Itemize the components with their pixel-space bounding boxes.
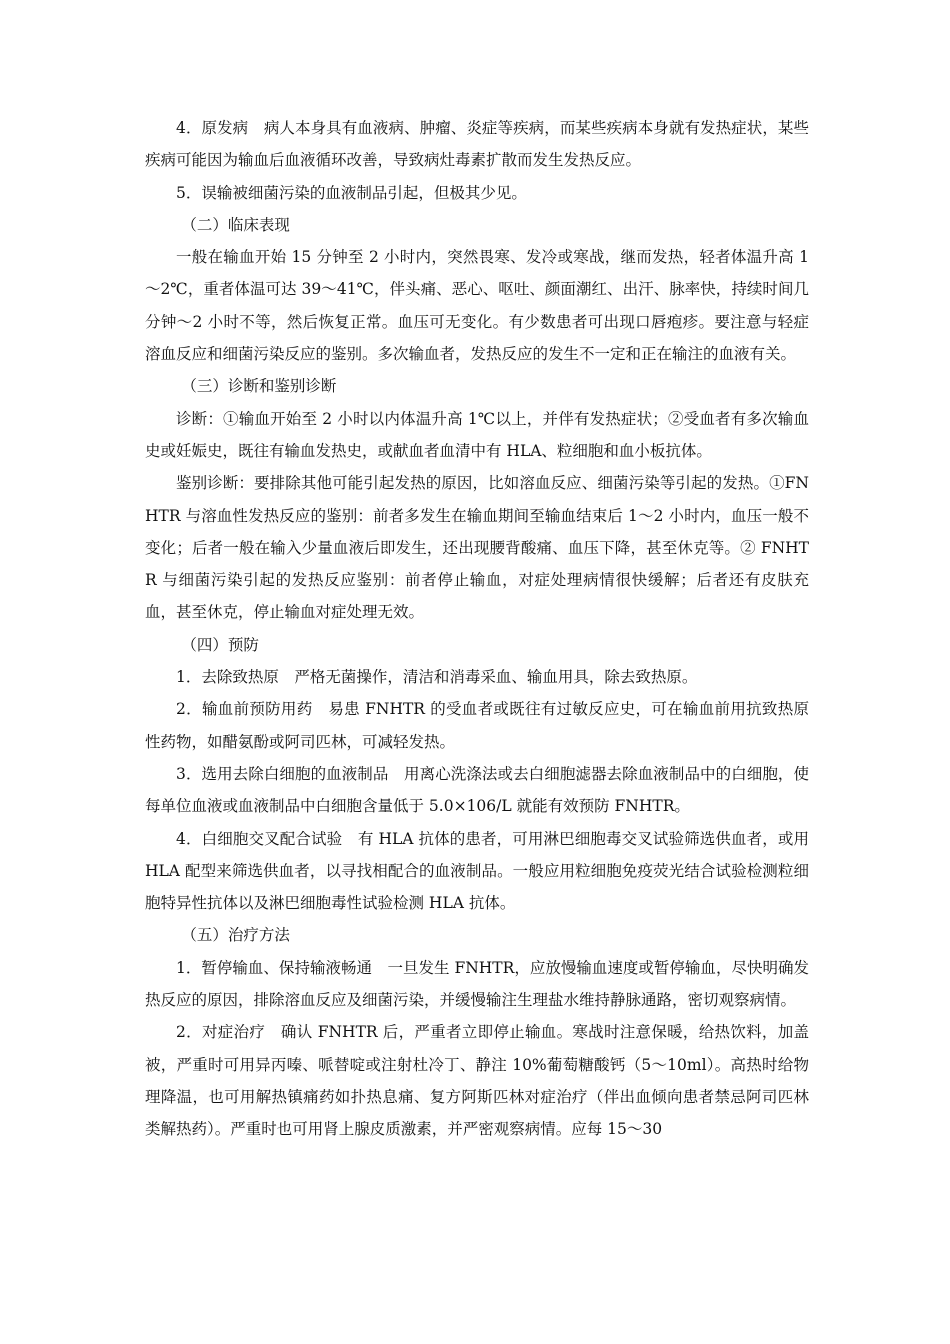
paragraph-treatment-1: 1．暂停输血、保持输液畅通 一旦发生 FNHTR，应放慢输血速度或暂停输血，尽快明确发热反应的原因，排除溶血反应及细菌污染，并缓慢输注生理盐水维持静脉通路，密切观察病情。: [145, 958, 809, 1010]
section-heading-diagnosis: （三）诊断和鉴别诊断: [181, 377, 337, 396]
paragraph-prevention-4: 4．白细胞交叉配合试验 有 HLA 抗体的患者，可用淋巴细胞毒交叉试验筛选供血者，或用 HLA 配型来筛选供血者，以寻找相配合的血液制品。一般应用粒细胞免疫荧光结合试验检测粒细胞特异性抗体以及淋巴细胞毒性试验检测 HLA 抗体。: [145, 829, 809, 913]
paragraph-treatment-2: 2．对症治疗 确认 FNHTR 后，严重者立即停止输血。寒战时注意保暖，给热饮料，加盖被，严重时可用异丙嗪、哌替啶或注射杜冷丁、静注 10%葡萄糖酸钙（5～10ml）。高热时给物理降温，也可用解热镇痛药如扑热息痛、复方阿斯匹林对症治疗（伴出血倾向患者禁忌阿司匹林类解热药）。严重时也可用肾上腺皮质激素，并严密观察病情。应每 15～30: [145, 1023, 809, 1139]
section-heading-treatment: （五）治疗方法: [181, 926, 290, 945]
paragraph-differential-diagnosis: 鉴别诊断：要排除其他可能引起发热的原因，比如溶血反应、细菌污染等引起的发热。①FNHTR 与溶血性发热反应的鉴别：前者多发生在输血期间至输血结束后 1～2 小时内，血压一般不变化；后者一般在输入少量血液后即发生，还出现腰背酸痛、血压下降，甚至休克等。② FNHTR 与细菌污染引起的发热反应鉴别：前者停止输血，对症处理病情很快缓解；后者还有皮肤充血，甚至休克，停止输血对症处理无效。: [145, 474, 809, 622]
paragraph-prevention-2: 2．输血前预防用药 易患 FNHTR 的受血者或既往有过敏反应史，可在输血前用抗致热原性药物，如醋氨酚或阿司匹林，可减轻发热。: [145, 700, 809, 751]
section-heading-prevention: （四）预防: [181, 635, 259, 654]
paragraph-bacterial-contamination: 5．误输被细菌污染的血液制品引起，但极其少见。: [176, 183, 527, 202]
paragraph-prevention-3: 3．选用去除白细胞的血液制品 用离心洗涤法或去白细胞滤器去除血液制品中的白细胞，使每单位血液或血液制品中白细胞含量低于 5.0×106/L 就能有效预防 FNHTR。: [145, 764, 809, 816]
paragraph-primary-disease: 4．原发病 病人本身具有血液病、肿瘤、炎症等疾病，而某些疾病本身就有发热症状，某些疾病可能因为输血后血液循环改善，导致病灶毒素扩散而发生发热反应。: [145, 119, 809, 170]
paragraph-clinical-manifestation: 一般在输血开始 15 分钟至 2 小时内，突然畏寒、发冷或寒战，继而发热，轻者体温升高 1～2℃，重者体温可达 39～41℃，伴头痛、恶心、呕吐、颜面潮红、出汗、脉率快，持续时间几分钟～2 小时不等，然后恢复正常。血压可无变化。有少数患者可出现口唇疱疹。要注意与轻症溶血反应和细菌污染反应的鉴别。多次输血者，发热反应的发生不一定和正在输注的血液有关。: [145, 248, 809, 364]
paragraph-prevention-1: 1．去除致热原 严格无菌操作，清洁和消毒采血、输血用具，除去致热原。: [176, 668, 698, 687]
paragraph-diagnosis: 诊断：①输血开始至 2 小时以内体温升高 1℃以上，并伴有发热症状；②受血者有多次输血史或妊娠史，既往有输血发热史，或献血者血清中有 HLA、粒细胞和血小板抗体。: [145, 409, 809, 460]
document-page: [145, 112, 809, 1146]
section-heading-clinical-manifestation: （二）临床表现: [181, 215, 290, 234]
